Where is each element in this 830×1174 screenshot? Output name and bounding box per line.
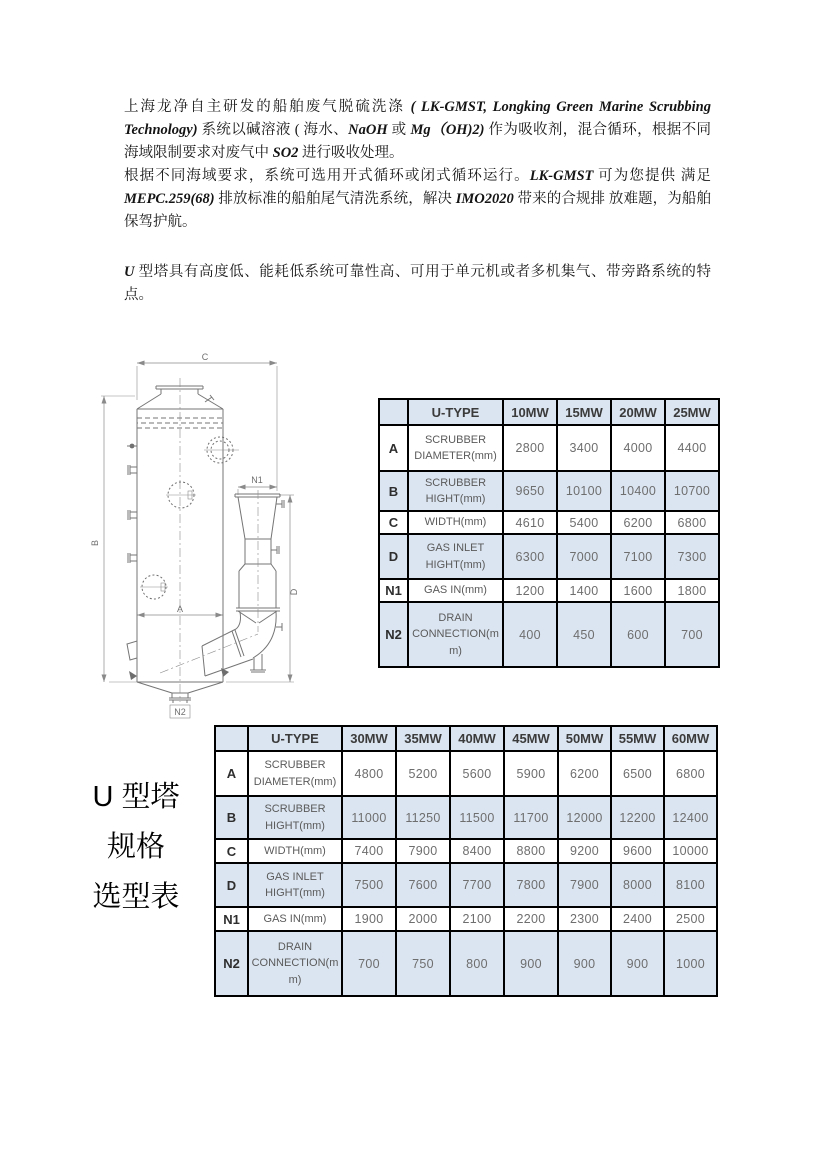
value-cell: 900 [558, 931, 611, 996]
row-label-cell: SCRUBBER DIAMETER(mm) [248, 751, 342, 796]
value-cell: 5200 [396, 751, 450, 796]
paragraph-u-tower-features [124, 261, 711, 307]
row-label-cell: GAS INLET HIGHT(mm) [408, 534, 503, 579]
dim-label-b: B [90, 539, 100, 547]
dim-label-c: C [201, 352, 209, 362]
header-power-cell: 30MW [342, 726, 396, 751]
dim-label-n2: N2 [174, 707, 186, 717]
table-row-c [215, 839, 717, 863]
table-row-a [379, 425, 719, 471]
value-cell: 5400 [557, 511, 611, 534]
value-cell: 6800 [665, 511, 719, 534]
value-cell: 4400 [665, 425, 719, 471]
text-run: 上海龙净自主研发的船舶废气脱硫洗涤 [124, 99, 411, 115]
dimension-n1 [238, 475, 277, 495]
table-row-d [379, 534, 719, 579]
value-cell: 2300 [558, 907, 611, 931]
value-cell: 4800 [342, 751, 396, 796]
dimension-d [226, 495, 299, 682]
value-cell: 5600 [450, 751, 504, 796]
text-run: 可为您提供 满足 [593, 168, 712, 184]
scrubber-tower-drawing [85, 340, 315, 720]
value-cell: 6300 [503, 534, 557, 579]
paragraph-scrubber-intro [124, 96, 711, 165]
row-label-cell: GAS IN(mm) [248, 907, 342, 931]
value-cell: 11000 [342, 796, 396, 839]
table-row-n1 [379, 579, 719, 602]
value-cell: 7700 [450, 863, 504, 907]
dim-label-n1: N1 [251, 475, 263, 485]
value-cell: 3400 [557, 425, 611, 471]
value-cell: 12200 [611, 796, 664, 839]
value-cell: 7100 [611, 534, 665, 579]
table-row-a [215, 751, 717, 796]
gas-inlet-duct [160, 490, 284, 676]
row-letter-cell: D [379, 534, 408, 579]
italic-text-run: U [124, 264, 135, 280]
value-cell: 7900 [558, 863, 611, 907]
value-cell: 6500 [611, 751, 664, 796]
row-letter-cell: A [215, 751, 248, 796]
table-row-b [379, 471, 719, 511]
value-cell: 2800 [503, 425, 557, 471]
value-cell: 10700 [665, 471, 719, 511]
dim-label-d: D [289, 588, 299, 596]
row-label-cell: WIDTH(mm) [408, 511, 503, 534]
header-corner-cell [215, 726, 248, 751]
value-cell: 9600 [611, 839, 664, 863]
header-power-cell: 40MW [450, 726, 504, 751]
header-power-cell: 10MW [503, 399, 557, 425]
row-letter-cell: A [379, 425, 408, 471]
italic-text-run: LK-GMST [529, 168, 594, 184]
value-cell: 400 [503, 602, 557, 667]
header-power-cell: 50MW [558, 726, 611, 751]
header-power-cell: 60MW [664, 726, 717, 751]
text-run: 带来的合规排 放难题，为船舶保驾护航。 [124, 191, 711, 230]
row-letter-cell: B [379, 471, 408, 511]
table-header-row [215, 726, 717, 751]
caption-line-1: U 型塔 [92, 781, 180, 813]
value-cell: 7500 [342, 863, 396, 907]
row-label-cell: DRAIN CONNECTION(mm) [248, 931, 342, 996]
intro-text-block [124, 96, 711, 307]
value-cell: 600 [611, 602, 665, 667]
value-cell: 7800 [504, 863, 558, 907]
value-cell: 8400 [450, 839, 504, 863]
header-power-cell: 55MW [611, 726, 664, 751]
value-cell: 7000 [557, 534, 611, 579]
header-corner-cell [379, 399, 408, 425]
row-letter-cell: C [379, 511, 408, 534]
header-power-cell: 45MW [504, 726, 558, 751]
spec-table-30-60mw [214, 725, 718, 997]
value-cell: 2500 [664, 907, 717, 931]
text-run: 进行吸收处理。 [298, 145, 404, 161]
row-letter-cell: N2 [215, 931, 248, 996]
value-cell: 700 [342, 931, 396, 996]
row-label-cell: GAS INLET HIGHT(mm) [248, 863, 342, 907]
value-cell: 800 [450, 931, 504, 996]
dimension-b [90, 396, 137, 682]
italic-text-run: Mg（OH)2) [410, 122, 485, 138]
side-nozzles [127, 444, 137, 563]
value-cell: 7900 [396, 839, 450, 863]
value-cell: 1400 [557, 579, 611, 602]
dimension-c [137, 352, 277, 491]
italic-text-run: MEPC.259(68) [124, 191, 215, 207]
table-header-row [379, 399, 719, 425]
value-cell: 2000 [396, 907, 450, 931]
value-cell: 6800 [664, 751, 717, 796]
value-cell: 11700 [504, 796, 558, 839]
text-run: 排放标准的船舶尾气清洗系统，解决 [214, 191, 456, 207]
value-cell: 900 [611, 931, 664, 996]
row-letter-cell: B [215, 796, 248, 839]
value-cell: 10400 [611, 471, 665, 511]
value-cell: 7300 [665, 534, 719, 579]
row-letter-cell: N1 [215, 907, 248, 931]
value-cell: 4610 [503, 511, 557, 534]
row-label-cell: DRAIN CONNECTION(mm) [408, 602, 503, 667]
value-cell: 450 [557, 602, 611, 667]
value-cell: 750 [396, 931, 450, 996]
paragraph-compliance [124, 165, 711, 234]
row-letter-cell: D [215, 863, 248, 907]
header-utype-cell: U-TYPE [408, 399, 503, 425]
row-label-cell: WIDTH(mm) [248, 839, 342, 863]
value-cell: 6200 [611, 511, 665, 534]
value-cell: 8800 [504, 839, 558, 863]
value-cell: 9650 [503, 471, 557, 511]
tower-body [137, 378, 223, 702]
caption-line-2: 规格 [106, 831, 165, 863]
value-cell: 5900 [504, 751, 558, 796]
value-cell: 2100 [450, 907, 504, 931]
manhole-icons [140, 437, 239, 599]
spec-table-10-25mw [378, 398, 720, 668]
value-cell: 1600 [611, 579, 665, 602]
text-run: 根据不同海域要求，系统可选用开式循环或闭式循环运行。 [124, 168, 530, 184]
value-cell: 2200 [504, 907, 558, 931]
value-cell: 1800 [665, 579, 719, 602]
value-cell: 8000 [611, 863, 664, 907]
text-run: 系统以碱溶液 ( 海水、 [197, 122, 349, 138]
value-cell: 11250 [396, 796, 450, 839]
text-run: 或 [387, 122, 411, 138]
table-row-c [379, 511, 719, 534]
value-cell: 8100 [664, 863, 717, 907]
row-label-cell: SCRUBBER HIGHT(mm) [408, 471, 503, 511]
value-cell: 10000 [664, 839, 717, 863]
value-cell: 900 [504, 931, 558, 996]
caption-line-3: 选型表 [92, 881, 180, 913]
italic-text-run: IMO2020 [455, 191, 514, 207]
row-label-cell: SCRUBBER HIGHT(mm) [248, 796, 342, 839]
value-cell: 1000 [664, 931, 717, 996]
value-cell: 12000 [558, 796, 611, 839]
header-power-cell: 35MW [396, 726, 450, 751]
text-run: 作为吸收剂，混合循环，根据不同海域限制要求对废气中 [124, 122, 712, 161]
text-run: 型塔具有高度低、能耗低系统可靠性高、可用于单元机或者多机集气、带旁路系统的特点。 [124, 264, 711, 303]
value-cell: 4000 [611, 425, 665, 471]
table-row-n1 [215, 907, 717, 931]
table-row-b [215, 796, 717, 839]
tower-supports [127, 641, 229, 680]
value-cell: 6200 [558, 751, 611, 796]
value-cell: 12400 [664, 796, 717, 839]
value-cell: 700 [665, 602, 719, 667]
selection-table-caption [78, 772, 194, 922]
row-label-cell: SCRUBBER DIAMETER(mm) [408, 425, 503, 471]
row-letter-cell: C [215, 839, 248, 863]
header-power-cell: 15MW [557, 399, 611, 425]
italic-text-run: NaOH [348, 122, 388, 138]
header-power-cell: 20MW [611, 399, 665, 425]
value-cell: 11500 [450, 796, 504, 839]
table-row-n2 [379, 602, 719, 667]
value-cell: 1200 [503, 579, 557, 602]
italic-text-run: SO2 [272, 145, 299, 161]
value-cell: 7400 [342, 839, 396, 863]
value-cell: 1900 [342, 907, 396, 931]
row-letter-cell: N1 [379, 579, 408, 602]
header-power-cell: 25MW [665, 399, 719, 425]
row-letter-cell: N2 [379, 602, 408, 667]
table-row-d [215, 863, 717, 907]
table-row-n2 [215, 931, 717, 996]
value-cell: 7600 [396, 863, 450, 907]
header-utype-cell: U-TYPE [248, 726, 342, 751]
value-cell: 9200 [558, 839, 611, 863]
row-label-cell: GAS IN(mm) [408, 579, 503, 602]
dim-label-a: A [176, 604, 184, 614]
italic-text-run: ( LK-GMST, Longking Green Marine Scrubbing Technology) [124, 99, 712, 138]
value-cell: 2400 [611, 907, 664, 931]
value-cell: 10100 [557, 471, 611, 511]
